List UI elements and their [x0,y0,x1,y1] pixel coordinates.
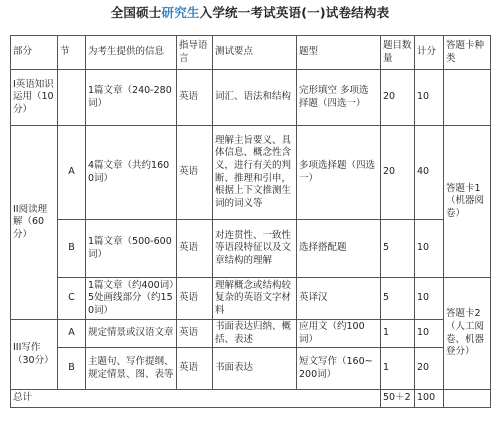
count-cell: 20 [381,126,415,220]
total-label: 总计 [11,390,381,408]
info-cell: 规定情景或汉语文章 [86,320,177,348]
total-row [11,390,491,408]
type-cell: 多项选择题（四选一） [297,126,381,220]
exam-structure-table [10,35,491,408]
section-cell [58,70,86,126]
points-cell: 理解概念或结构较复杂的英语文字材料 [213,278,297,320]
score-cell: 10 [415,220,444,278]
lang-cell: 英语 [177,220,213,278]
lang-cell: 英语 [177,320,213,348]
points-cell: 对连贯性、一致性等语段特征以及文章结构的理解 [213,220,297,278]
lang-cell: 英语 [177,348,213,390]
points-cell: 书面表达 [213,348,297,390]
section-cell: A [58,320,86,348]
header-part: 部分 [11,36,58,70]
count-cell: 1 [381,348,415,390]
score-cell: 10 [415,278,444,320]
count-cell: 1 [381,320,415,348]
lang-cell: 英语 [177,70,213,126]
table-row [11,320,491,348]
header-section: 节 [58,36,86,70]
sheet-cell [444,70,491,126]
total-sheet-cell [444,390,491,408]
part-cell: III写作（30分） [11,320,58,390]
header-points: 测试要点 [213,36,297,70]
header-sheet: 答题卡种类 [444,36,491,70]
points-cell: 书面表达归纳、概括、表述 [213,320,297,348]
info-cell: 1篇文章（约400词）5处画线部分（约150词） [86,278,177,320]
score-cell: 40 [415,126,444,220]
info-cell: 主题句、写作提纲、规定情景、图、表等 [86,348,177,390]
total-score: 100 [415,390,444,408]
answer-sheet-1: 答题卡1（机器阅卷） [444,126,491,278]
part-cell: II阅读理解（60分） [11,126,58,320]
header-type: 题型 [297,36,381,70]
section-cell: A [58,126,86,220]
header-count: 题目数量 [381,36,415,70]
info-cell: 1篇文章（240-280词） [86,70,177,126]
part-cell: I英语知识运用（10分） [11,70,58,126]
type-cell: 短文写作（160~200词） [297,348,381,390]
page-title [0,3,500,21]
header-score: 计分 [415,36,444,70]
table-row [11,220,491,278]
section-cell: B [58,220,86,278]
answer-sheet-2: 答题卡2（人工阅卷、机器登分） [444,278,491,390]
header-lang: 指导语言 [177,36,213,70]
type-cell: 完形填空 多项选择题（四选一） [297,70,381,126]
table-row [11,348,491,390]
header-info: 为考生提供的信息 [86,36,177,70]
count-cell: 5 [381,278,415,320]
score-cell: 20 [415,348,444,390]
score-cell: 10 [415,70,444,126]
header-row [11,36,491,70]
type-cell: 选择搭配题 [297,220,381,278]
section-cell: C [58,278,86,320]
table-row [11,126,491,220]
section-cell: B [58,348,86,390]
title-suffix: 入学统一考试英语(一)试卷结构表 [199,5,390,20]
title-highlight: 研究生 [161,5,200,20]
points-cell: 词汇、语法和结构 [213,70,297,126]
type-cell: 英译汉 [297,278,381,320]
count-cell: 20 [381,70,415,126]
lang-cell: 英语 [177,126,213,220]
type-cell: 应用文（约100词） [297,320,381,348]
table-row [11,278,491,320]
info-cell: 1篇文章（500-600词） [86,220,177,278]
table-row [11,70,491,126]
total-count: 50＋2 [381,390,415,408]
info-cell: 4篇文章（共约1600词） [86,126,177,220]
title-prefix: 全国硕士 [110,5,162,20]
lang-cell: 英语 [177,278,213,320]
score-cell: 10 [415,320,444,348]
points-cell: 理解主旨要义、具体信息、概念性含义，进行有关的判断、推理和引申，根据上下文推测生词的词义等 [213,126,297,220]
count-cell: 5 [381,220,415,278]
